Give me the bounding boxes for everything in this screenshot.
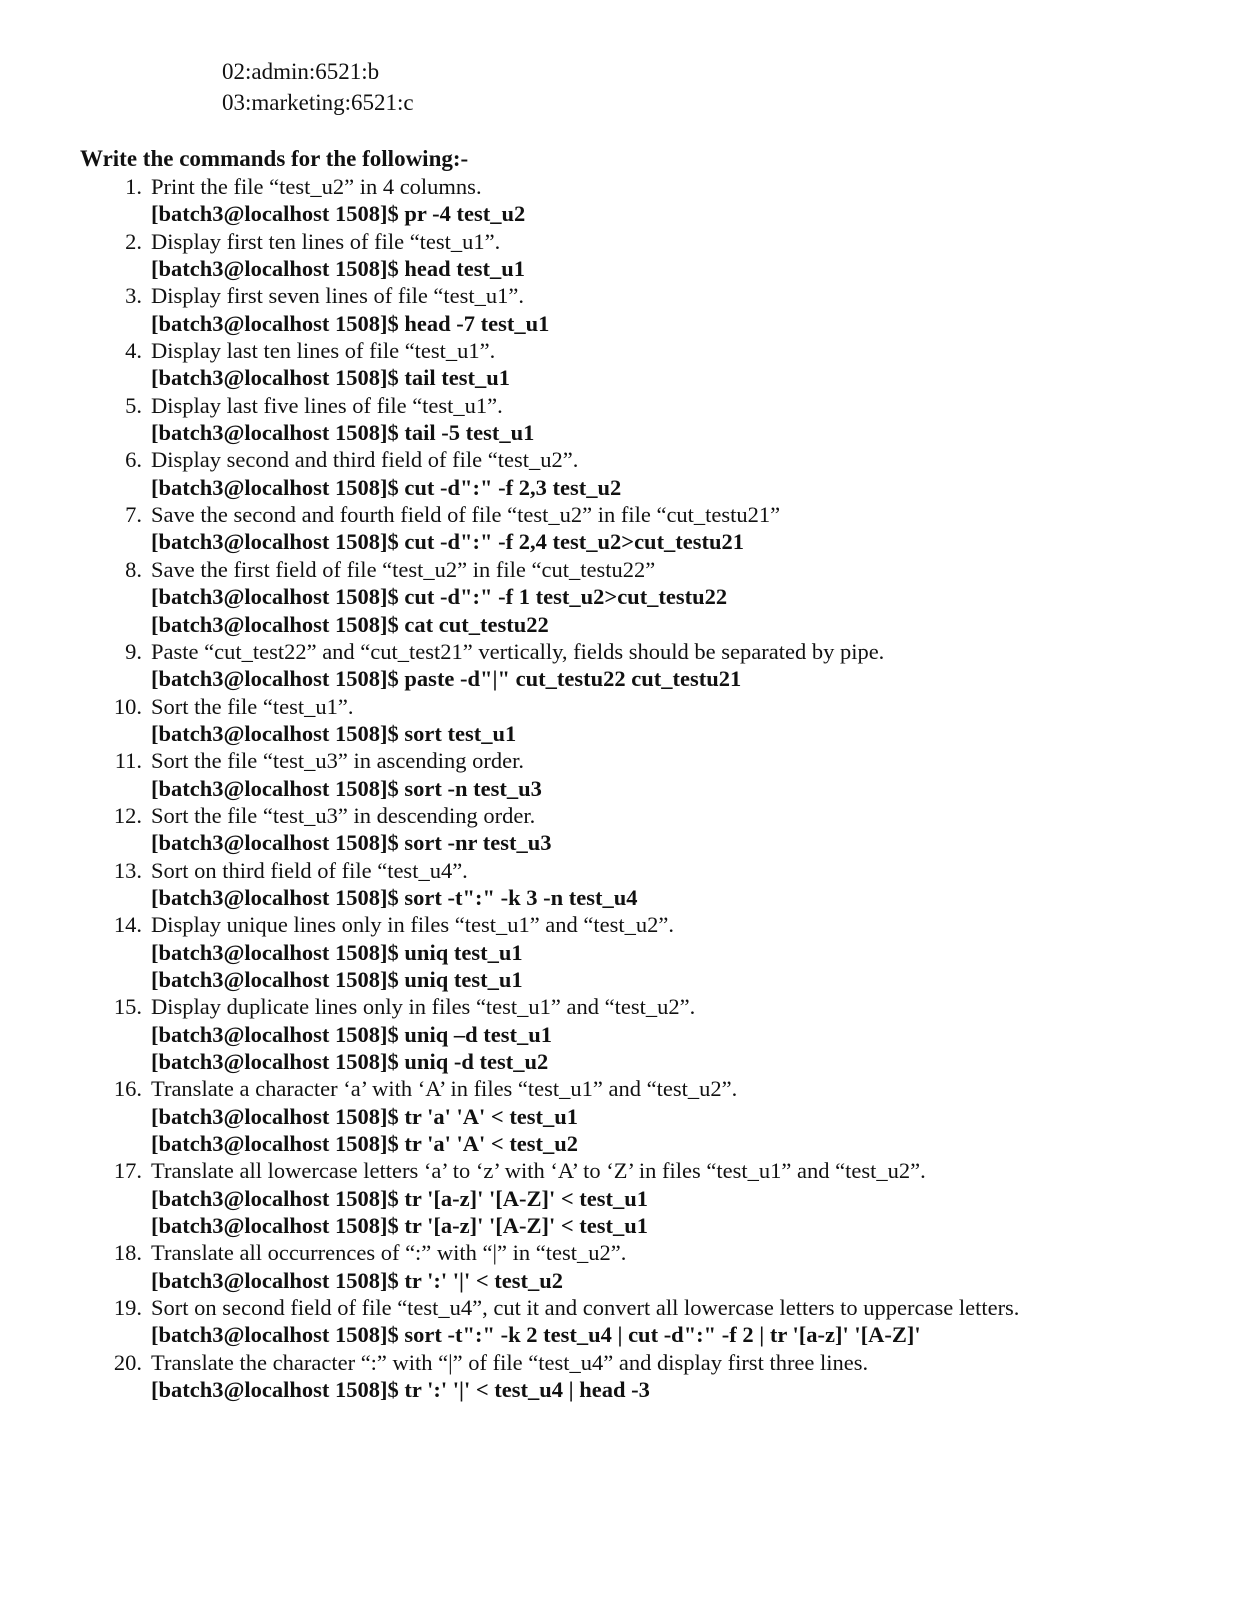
question-number: 4.: [125, 338, 142, 364]
command-line: [0, 1212, 1237, 1239]
command-line: [0, 1376, 1237, 1403]
command-text: [batch3@localhost 1508]$ tr 'a' 'A' < test_u2: [151, 1131, 579, 1157]
command-text: [batch3@localhost 1508]$ tail -5 test_u1: [151, 420, 535, 446]
data-line: 02:admin:6521:b: [222, 59, 380, 84]
question-text: Save the first field of file “test_u2” in file “cut_testu22”: [151, 556, 656, 582]
question-item: [0, 1157, 1237, 1184]
question-item: [0, 747, 1237, 774]
command-text: [batch3@localhost 1508]$ head -7 test_u1: [151, 310, 550, 336]
command-line: [0, 829, 1237, 856]
question-number: 15.: [113, 994, 142, 1020]
question-number: 1.: [125, 174, 142, 199]
question-number: 9.: [125, 638, 142, 664]
command-text: [batch3@localhost 1508]$ tr '[a-z]' '[A-Z]' < test_u1: [151, 1213, 649, 1239]
command-line: [0, 255, 1237, 282]
command-line: [0, 1267, 1237, 1294]
command-text: [batch3@localhost 1508]$ paste -d"|" cut_testu22 cut_testu21: [151, 666, 742, 692]
question-item: [0, 173, 1237, 200]
command-line: [0, 474, 1237, 501]
question-number: 16.: [113, 1076, 142, 1102]
command-text: [batch3@localhost 1508]$ tail test_u1: [151, 365, 511, 391]
command-line: [0, 611, 1237, 638]
question-list: [0, 173, 1237, 1403]
question-text: Translate all occurrences of “:” with “|” in “test_u2”.: [151, 1240, 627, 1266]
command-line: [0, 1048, 1237, 1075]
question-text: Display first ten lines of file “test_u1”.: [151, 228, 501, 254]
question-item: [0, 802, 1237, 829]
question-item: [0, 638, 1237, 665]
question-item: [0, 446, 1237, 473]
command-text: [batch3@localhost 1508]$ tr ':' '|' < test_u4 | head -3: [151, 1377, 650, 1403]
command-text: [batch3@localhost 1508]$ cut -d":" -f 2,4 test_u2>cut_testu21: [151, 529, 745, 555]
question-text: Translate the character “:” with “|” of file “test_u4” and display first three lines.: [151, 1349, 869, 1375]
question-item: [0, 911, 1237, 938]
question-text: Sort the file “test_u3” in ascending order.: [151, 748, 525, 774]
command-line: [0, 1130, 1237, 1157]
question-item: [0, 1294, 1237, 1321]
command-text: [batch3@localhost 1508]$ uniq -d test_u2: [151, 1049, 549, 1074]
sample-data-lines: [222, 56, 414, 118]
question-text: Display first seven lines of file “test_u1”.: [151, 283, 525, 309]
question-item: [0, 282, 1237, 309]
question-item: [0, 1239, 1237, 1266]
question-text: Translate a character ‘a’ with ‘A’ in files “test_u1” and “test_u2”.: [151, 1076, 738, 1102]
command-line: [0, 1021, 1237, 1048]
command-text: [batch3@localhost 1508]$ tr 'a' 'A' < test_u1: [151, 1103, 579, 1129]
command-line: [0, 665, 1237, 692]
command-text: [batch3@localhost 1508]$ uniq test_u1: [151, 966, 523, 992]
command-line: [0, 528, 1237, 555]
question-item: [0, 228, 1237, 255]
command-text: [batch3@localhost 1508]$ sort -t":" -k 3 -n test_u4: [151, 884, 638, 910]
question-item: [0, 993, 1237, 1020]
command-text: [batch3@localhost 1508]$ tr ':' '|' < test_u2: [151, 1267, 564, 1293]
command-line: [0, 419, 1237, 446]
question-number: 20.: [113, 1349, 142, 1375]
command-text: [batch3@localhost 1508]$ sort -n test_u3: [151, 775, 542, 801]
command-text: [batch3@localhost 1508]$ pr -4 test_u2: [151, 201, 526, 227]
question-text: Display unique lines only in files “test_u1” and “test_u2”.: [151, 912, 675, 938]
question-text: Save the second and fourth field of file “test_u2” in file “cut_testu21”: [151, 502, 781, 528]
question-item: [0, 556, 1237, 583]
question-item: [0, 501, 1237, 528]
question-text: Paste “cut_test22” and “cut_test21” vertically, fields should be separated by pipe.: [151, 638, 885, 664]
question-number: 6.: [125, 447, 142, 473]
question-number: 19.: [113, 1295, 142, 1321]
command-line: [0, 1103, 1237, 1130]
question-text: Display last five lines of file “test_u1”.: [151, 392, 503, 418]
question-number: 18.: [113, 1240, 142, 1266]
command-line: [0, 1185, 1237, 1212]
command-line: [0, 1321, 1237, 1348]
command-line: [0, 884, 1237, 911]
question-number: 13.: [113, 857, 142, 883]
command-line: [0, 310, 1237, 337]
question-text: Display second and third field of file “test_u2”.: [151, 447, 579, 473]
question-text: Sort the file “test_u1”.: [151, 693, 354, 719]
question-text: Display duplicate lines only in files “test_u1” and “test_u2”.: [151, 994, 696, 1020]
question-item: [0, 392, 1237, 419]
command-line: [0, 939, 1237, 966]
question-number: 2.: [125, 228, 142, 254]
question-item: [0, 337, 1237, 364]
command-text: [batch3@localhost 1508]$ cat cut_testu22: [151, 611, 549, 637]
command-text: [batch3@localhost 1508]$ head test_u1: [151, 256, 526, 282]
question-number: 7.: [125, 502, 142, 528]
command-text: [batch3@localhost 1508]$ tr '[a-z]' '[A-Z]' < test_u1: [151, 1185, 649, 1211]
question-text: Sort on second field of file “test_u4”, cut it and convert all lowercase letters to uppercase letters.: [151, 1295, 1020, 1321]
command-text: [batch3@localhost 1508]$ sort -nr test_u3: [151, 830, 552, 856]
question-number: 10.: [113, 693, 142, 719]
question-item: [0, 1349, 1237, 1376]
question-item: [0, 857, 1237, 884]
command-line: [0, 583, 1237, 610]
question-text: Sort the file “test_u3” in descending order.: [151, 802, 536, 828]
command-line: [0, 200, 1237, 227]
command-text: [batch3@localhost 1508]$ cut -d":" -f 1 test_u2>cut_testu22: [151, 584, 728, 610]
question-text: Translate all lowercase letters ‘a’ to ‘z’ with ‘A’ to ‘Z’ in files “test_u1” and “test_u2”.: [151, 1158, 926, 1184]
question-number: 17.: [113, 1158, 142, 1184]
question-number: 12.: [113, 802, 142, 828]
command-text: [batch3@localhost 1508]$ uniq –d test_u1: [151, 1021, 552, 1047]
question-text: Display last ten lines of file “test_u1”.: [151, 338, 496, 364]
question-number: 11.: [114, 748, 142, 774]
question-item: [0, 1075, 1237, 1102]
question-number: 14.: [113, 912, 142, 938]
command-line: [0, 364, 1237, 391]
question-item: [0, 693, 1237, 720]
question-number: 3.: [125, 283, 142, 309]
command-text: [batch3@localhost 1508]$ cut -d":" -f 2,3 test_u2: [151, 474, 622, 500]
question-text: Print the file “test_u2” in 4 columns.: [151, 174, 482, 199]
question-text: Sort on third field of file “test_u4”.: [151, 857, 468, 883]
question-number: 8.: [125, 556, 142, 582]
command-line: [0, 775, 1237, 802]
command-text: [batch3@localhost 1508]$ sort -t":" -k 2 test_u4 | cut -d":" -f 2 | tr '[a-z]' '[A-Z]': [151, 1322, 921, 1348]
question-number: 5.: [125, 392, 142, 418]
command-text: [batch3@localhost 1508]$ uniq test_u1: [151, 939, 523, 965]
section-heading: Write the commands for the following:-: [80, 146, 469, 171]
command-text: [batch3@localhost 1508]$ sort test_u1: [151, 720, 517, 746]
data-line: 03:marketing:6521:c: [222, 90, 414, 115]
command-line: [0, 720, 1237, 747]
command-line: [0, 966, 1237, 993]
